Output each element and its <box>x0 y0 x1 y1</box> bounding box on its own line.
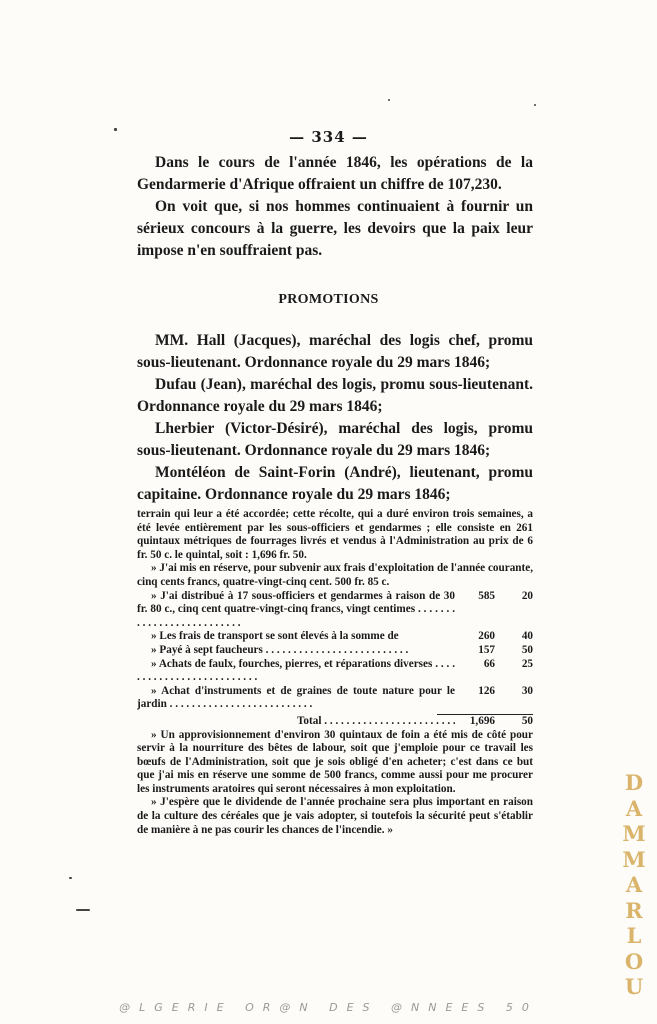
bottom-watermark: @LGERIE OR@N DES @NNEES 50 <box>119 1001 538 1014</box>
expense-row <box>137 590 533 631</box>
expense-francs: 66 <box>483 657 495 670</box>
expense-row <box>137 630 533 644</box>
expense-cents: 20 <box>521 589 533 602</box>
promotion-entry: Lherbier (Victor-Désiré), maréchal des logis, promu sous-lieutenant. Ordonnance royale du 29 mars 1846; <box>137 420 533 459</box>
expense-cents: 30 <box>521 684 533 697</box>
scan-speck <box>69 877 72 879</box>
scan-speck <box>76 909 90 911</box>
expense-row <box>137 685 533 712</box>
footnote-block <box>137 508 533 837</box>
expense-row <box>137 644 533 658</box>
total-francs: 1,696 <box>469 714 495 727</box>
expense-label: » Achat d'instruments et de graines de toute nature pour le jardin . . . <box>137 685 455 712</box>
expense-cents: 40 <box>521 630 533 643</box>
expense-francs: 585 <box>478 589 495 602</box>
expense-label: » Payé à sept faucheurs . . . <box>137 644 455 658</box>
total-label: Total . . . <box>137 715 455 729</box>
scan-speck <box>388 99 390 101</box>
page-number: — 334 — <box>289 128 368 146</box>
side-watermark: DAMMARLOU <box>622 770 646 999</box>
footnote-closing-1: » Un approvisionnement d'environ 30 quintaux de foin a été mis de côté pour servir à la nourriture des bêtes de labour, soit que j'emploie pour ce travail les bœufs de l'Administration, soit que je sois obligé d'en acheter; c'est dans ce but que j'ai mis en réserve une somme de 500 francs, comme aussi pour me procurer les instruments aratoires qui seront nécessaires à mon exploitation. <box>137 728 533 795</box>
expense-cents: 50 <box>521 643 533 656</box>
expense-label: » J'ai distribué à 17 sous-officiers et gendarmes à raison de 30 fr. 80 c., cinq cent quatre-vingt-cinq francs, vingt centimes . . . <box>137 590 455 631</box>
promotions-list <box>137 330 533 506</box>
intro-text <box>137 152 533 262</box>
intro-paragraph-2: On voit que, si nos hommes continuaient à fournir un sérieux concours à la guerre, les devoirs que la paix leur impose n'en souffraient pas. <box>137 198 533 259</box>
intro-paragraph-1: Dans le cours de l'année 1846, les opérations de la Gendarmerie d'Afrique offraient un chiffre de 107,230. <box>137 154 533 193</box>
footnote-opening: terrain qui leur a été accordée; cette récolte, qui a duré environ trois semaines, a été levée entièrement par les sous-officiers et gendarmes ; elle consiste en 261 quintaux métriques de fourrages livrés et vendus à l'Administration au prix de 6 fr. 50 c. le quintal, soit : 1,696 fr. 50. <box>137 508 533 561</box>
scan-speck <box>534 104 536 106</box>
promotion-entry: Montéléon de Saint-Forin (André), lieutenant, promu capitaine. Ordonnance royale du 29 mars 1846; <box>137 464 533 503</box>
total-cents: 50 <box>521 714 533 727</box>
total-row <box>137 715 533 729</box>
expense-francs: 260 <box>478 630 495 643</box>
expense-label: » Les frais de transport se sont élevés à la somme de <box>151 630 399 643</box>
promotion-entry: Dufau (Jean), maréchal des logis, promu sous-lieutenant. Ordonnance royale du 29 mars 1846; <box>137 376 533 415</box>
expense-label: » Achats de faulx, fourches, pierres, et réparations diverses . . . <box>137 658 455 685</box>
expense-cents: 25 <box>521 657 533 670</box>
expense-francs: 126 <box>478 684 495 697</box>
section-heading: PROMOTIONS <box>278 292 379 307</box>
expense-row <box>137 658 533 685</box>
footnote-closing-2: » J'espère que le dividende de l'année prochaine sera plus important en raison de la culture des céréales que je vais adopter, si toutefois la sécurité peut s'établir de manière à ne pas courir les chances de l'incendie. » <box>137 796 533 836</box>
scan-speck <box>114 128 117 131</box>
expense-francs: 157 <box>478 643 495 656</box>
footnote-reserve: » J'ai mis en réserve, pour subvenir aux frais d'exploitation de l'année courante, cinq cents francs, quatre-vingt-cinq cent. 500 fr. 85 c. <box>137 562 533 588</box>
promotion-entry: MM. Hall (Jacques), maréchal des logis chef, promu sous-lieutenant. Ordonnance royale du 29 mars 1846; <box>137 332 533 371</box>
